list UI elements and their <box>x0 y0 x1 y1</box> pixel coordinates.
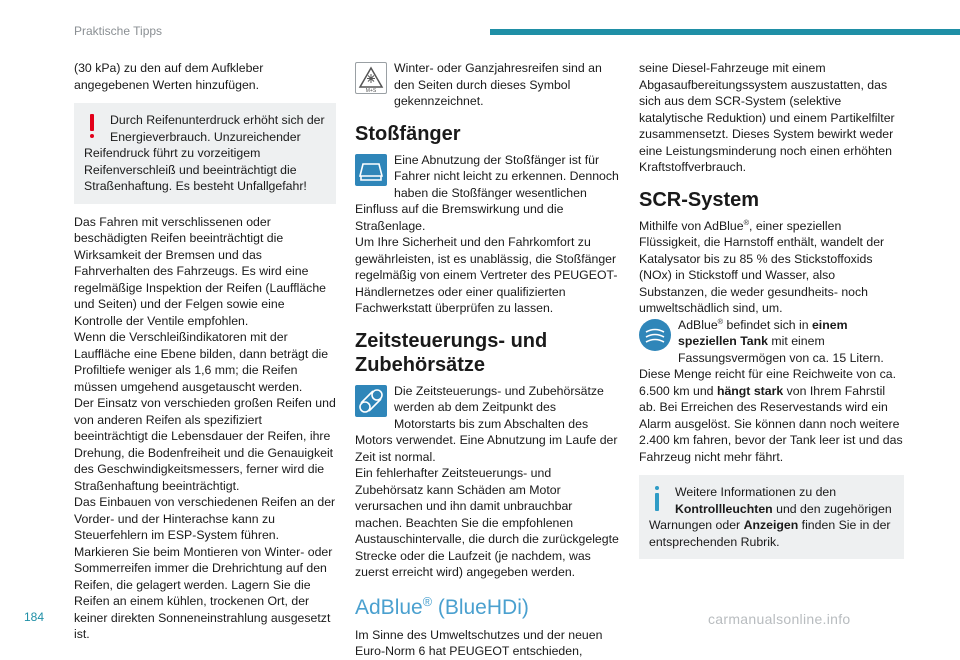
info-icon <box>649 484 665 514</box>
scr-text: Mithilfe von AdBlue®, einer speziellen Flüssigkeit, die Harnstoff enthält, wandelt der Katalysator bis zu 85 % des Stickstoffoxids (NOx) in Stickstoff und Wasser, also Substanzen, die weder gesundheits- noch umweltschädlich sind, um. <box>639 217 885 315</box>
column-right <box>639 60 904 569</box>
adblue-heading: AdBlue® (BlueHDi) <box>355 594 529 619</box>
winter-tyres-text: Winter- oder Ganzjahresreifen sind an den Seiten durch dieses Symbol gekennzeichnet. <box>394 61 602 108</box>
warning-text: Durch Reifenunterdruck erhöht sich der Energieverbrauch. Unzureichender Reifendruck führt zu vorzeitigem Reifenverschleiß und beeinträchtigt die Straßenhaftung. Es besteht Unfallgefahr! <box>84 113 325 193</box>
page-number: 184 <box>24 610 45 624</box>
bumpers-heading: Stoßfänger <box>355 122 461 145</box>
adblue-intro-text: Im Sinne des Umweltschutzes und der neuen Euro-Norm 6 hat PEUGEOT entschieden, <box>355 627 603 658</box>
scr-heading: SCR-System <box>639 188 760 211</box>
tyre-pressure-text: (30 kPa) zu den auf dem Aufkleber angegebenen Werten hinzufügen. <box>74 61 264 92</box>
column-left <box>74 60 336 643</box>
timing-text: Die Zeitsteuerungs- und Zubehörsätze werden ab dem Zeitpunkt des Motorstarts bis zum Abschalten des Motors verwendet. Eine Abnutzung im Laufe der Zeit ist normal. Ein fehlerhafter Zeitsteuerungs- und Zubehörsatz kann Schäden am Motor verursachen und ihn damit unbrauchbar machen. Beachten Sie die empfohlenen Austauschintervalle, die durch die zurückgelegte Strecke oder die Laufzeit (je nachdem, was zuerst erreicht wird) angegeben werden. <box>355 383 619 579</box>
column-middle <box>355 60 620 660</box>
section-title: Praktische Tipps <box>74 24 163 38</box>
adblue-continued-text: seine Diesel-Fahrzeuge mit einem Abgasaufbereitungssystem auszustatten, das sich aus dem SCR-System (selektive katalytische Reduktion) und einem Partikelfilter zusammensetzt. Dieses System bewirkt weder eine Leistungsminderung noch einen erhöhten Kraftstoffverbrauch. <box>639 61 895 174</box>
tyre-wear-text: Das Fahren mit verschlissenen oder beschädigten Reifen beeinträchtigt die Wirksamkeit der Bremsen und das Fahrverhalten des Fahrzeugs. Es wird eine regelmäßige Inspektion der Reifen (Lauffläche und Seiten) und der Felgen sowie eine Kontrolle der Ventile empfohlen. Wenn die Verschleißindikatoren mit der Lauffläche eine Ebene bilden, dann beträgt die Profiltiefe weniger als 1,6 mm; die Reifen müssen umgehend ausgetauscht werden. Der Einsatz von verschieden großen Reifen und von anderen Reifen als spezifiziert beeinträchtigt die Lebensdauer der Reifen, ihre Drehung, die Bodenfreiheit und die Genauigkeit des Geschwindigkeitsmessers, ferner wird die Straßenhaftung beeinträchtigt. Das Einbauen von verschiedenen Reifen an der Vorder- und der Hinterachse kann zu Steuerfehlern im ESP-System führen. Markieren Sie beim Montieren von Winter- oder Sommerreifen immer die Drehrichtung auf den Reifen, die gelagert werden. Lagern Sie die Reifen an einem kühlen, trockenen Ort, der keiner direkten Sonneneinstrahlung ausgesetzt ist. <box>74 214 336 641</box>
bumper-icon <box>355 154 387 186</box>
adblue-tank-icon <box>639 319 671 351</box>
bumpers-text: Eine Abnutzung der Stoßfänger ist für Fahrer nicht leicht zu erkennen. Dennoch haben die Stoßfänger wesentlichen Einfluss auf die Bremswirkung und die Straßenlage. Um Ihre Sicherheit und den Fahrkomfort zu gewährleisten, ist es unablässig, die Stoßfänger regelmäßig von einem Vertreter des PEUGEOT-Händlernetzes oder einer qualifizierten Fachwerkstatt überprüfen zu lassen. <box>355 152 619 315</box>
snowflake-mountain-icon <box>355 62 387 94</box>
header-accent-bar <box>490 29 960 35</box>
watermark: carmanualsonline.info <box>708 611 851 627</box>
svg-text:M+S: M+S <box>365 88 377 93</box>
warning-icon <box>84 112 100 142</box>
info-text: Weitere Informationen zu den Kontrollleuchten und den zugehörigen Warnungen oder Anzeigen finden Sie in der entsprechenden Rubrik. <box>649 485 892 549</box>
warning-callout <box>74 103 336 204</box>
adblue-tank-text: AdBlue® befindet sich in einem speziellen Tank mit einem Fassungsvermögen von ca. 15 Litern. Diese Menge reicht für eine Reichweite von ca. 6.500 km und hängt stark von Ihrem Fahrstil ab. Bei Erreichen des Reservestands wird ein Alarm ausgelöst. Sie können dann noch weitere 2.400 km fahren, bevor der Tank leer ist und das Fahrzeug nicht mehr fährt. <box>639 316 903 464</box>
timing-heading: Zeitsteuerungs- und Zubehörsätze <box>355 329 548 376</box>
info-callout <box>639 475 904 559</box>
timing-belt-icon <box>355 385 387 417</box>
